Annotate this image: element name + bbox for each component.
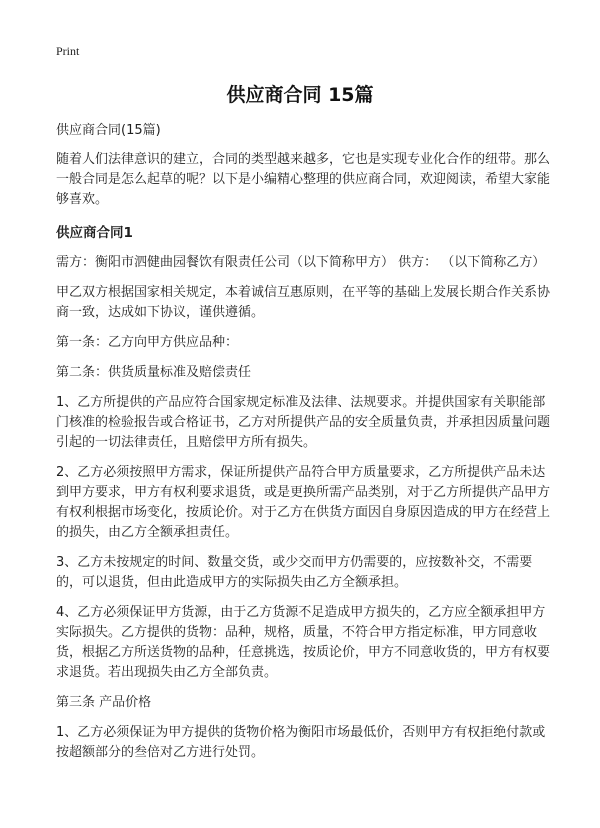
- document-subtitle: 供应商合同(15篇): [56, 123, 161, 138]
- clause-2-item-2: 2、乙方必须按照甲方需求，保证所提供产品符合甲方质量要求，乙方所提供产品未达到甲方要求，甲方有权利要求退货，或是更换所需产品类别，对于乙方所提供产品甲方有权利根据市场变化，按质论价。对于乙方在供货方面因自身原因造成的甲方在经营上的损失，由乙方全额承担责任。: [56, 465, 551, 540]
- clause-1-heading: 第一条：乙方向甲方供应品种：: [56, 335, 239, 350]
- clause-2-item-4: 4、乙方必须保证甲方货源，由于乙方货源不足造成甲方损失的，乙方应全额承担甲方实际损失。乙方提供的货物：品种，规格，质量，不符合甲方指定标准，甲方同意收货，根据乙方所送货物的品种，任意挑选，按质论价，甲方不同意收货的，甲方有权要求退货。若出现损失由乙方全部负责。: [56, 605, 551, 680]
- paragraph-agreement: 甲乙双方根据国家相关规定，本着诚信互惠原则，在平等的基础上发展长期合作关系协商一致，达成如下协议，谨供遵循。: [56, 285, 551, 320]
- intro-paragraph: 随着人们法律意识的建立，合同的类型越来越多，它也是实现专业化合作的纽带。那么一般合同是怎么起草的呢？以下是小编精心整理的供应商合同，欢迎阅读，希望大家能够喜欢。: [56, 152, 551, 207]
- document-body: [56, 121, 554, 773]
- clause-2-heading: 第二条：供货质量标准及赔偿责任: [56, 365, 252, 380]
- clause-3-item-1: 1、乙方必须保证为甲方提供的货物价格为衡阳市场最低价，否则甲方有权拒绝付款或按超额部分的叁倍对乙方进行处罚。: [56, 725, 546, 760]
- clause-3-heading: 第三条 产品价格: [56, 695, 152, 710]
- document-title: 供应商合同 15篇: [226, 84, 374, 106]
- clause-2-item-3: 3、乙方未按规定的时间、数量交货，或少交而甲方仍需要的，应按数补交，不需要的，可以退货，但由此造成甲方的实际损失由乙方全额承担。: [56, 555, 533, 590]
- paragraph-parties: 需方：衡阳市泗健曲园餐饮有限责任公司（以下简称甲方） 供方： （以下简称乙方）: [56, 255, 546, 270]
- clause-2-item-1: 1、乙方所提供的产品应符合国家规定标准及法律、法规要求。并提供国家有关职能部门核准的检验报告或合格证书，乙方对所提供产品的安全质量负责，并承担因质量问题引起的一切法律责任，且赔偿甲方所有损失。: [56, 395, 551, 450]
- print-link[interactable]: Print: [56, 44, 80, 58]
- section-heading: 供应商合同1: [56, 225, 133, 241]
